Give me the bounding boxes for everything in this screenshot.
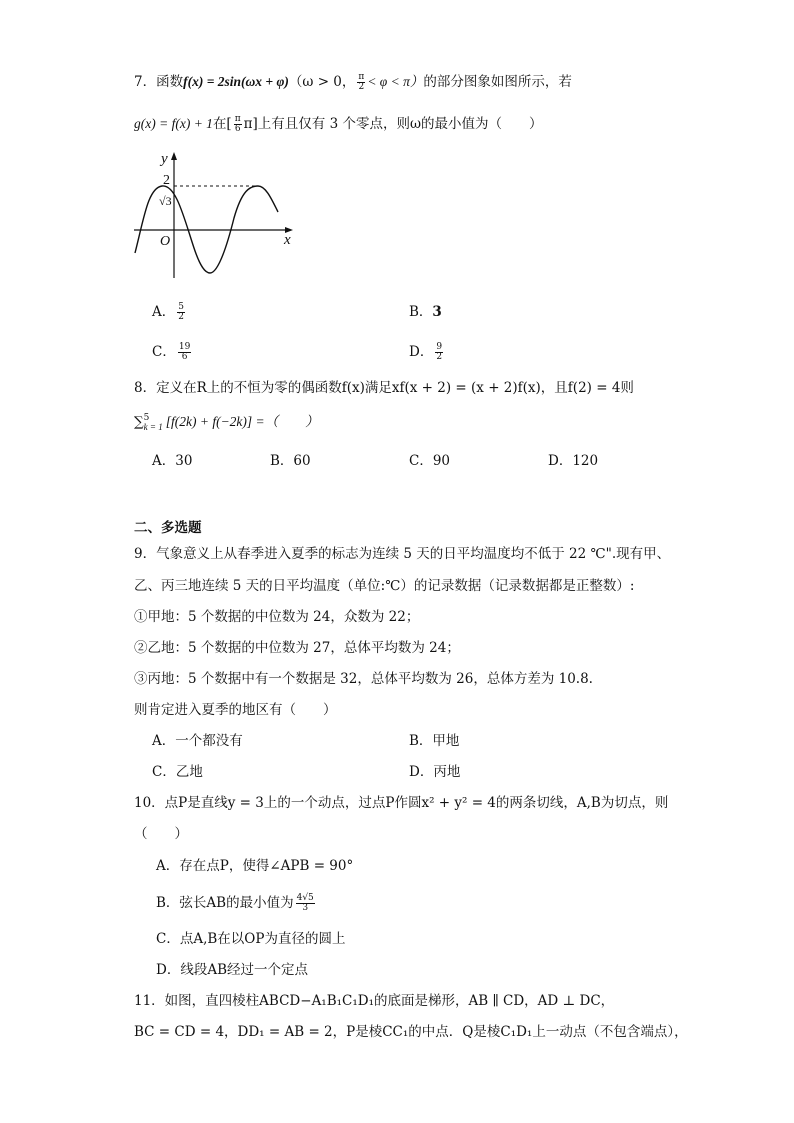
q9-item1: ①甲地：5 个数据的中位数为 24，众数为 22； [134,609,420,625]
q7-line2: g(x) = f(x) + 1在[ $\frac{\pi}{6}$ π]上有且仅有 3 个零点，则ω的最小值为（ ） [134,114,543,134]
q7-option-a[interactable]: A． $\frac{5}{2}$ [152,302,184,322]
q7-interval-fraction: $\frac{\pi}{6}$ [234,114,241,134]
q8-option-a[interactable]: A．30 [152,453,193,469]
q10-line2: （ ） [134,826,188,842]
q11-line2: BC = CD = 4，DD₁ = AB = 2，P是棱CC₁的中点．Q是棱C₁D₁上一动点（不包含端点）， [134,1024,688,1040]
q10-option-b[interactable]: B．弦长AB的最小值为 $\frac{4√5}{3}$ [156,893,314,913]
q9-option-b[interactable]: B．甲地 [409,733,460,749]
q9-question: 则肯定进入夏季的地区有（ ） [134,702,337,718]
q7-option-c[interactable]: C． $\frac{19}{6}$ [152,342,191,362]
section-title-multiple-choice: 二、多选题 [134,520,202,536]
q9-option-d[interactable]: D．丙地 [409,764,461,780]
q11-line1: 11．如图，直四棱柱ABCD−A₁B₁C₁D₁的底面是梯形，AB ∥ CD，AD ⊥ DC， [134,993,615,1009]
q7-sine-graph [130,148,300,283]
q8-option-b[interactable]: B．60 [270,453,311,469]
graph-y-arrow [171,152,177,160]
q9-option-c[interactable]: C．乙地 [152,764,203,780]
graph-sqrt3-label: √3 [159,194,172,208]
q7-line1: 7．函数f(x) = 2sin(ωx + φ)（ω > 0， $\frac{\pi}{2}$ < φ < π）的部分图象如图所示，若 [134,72,572,92]
q10-option-a[interactable]: A．存在点P，使得∠APB = 90° [156,858,354,874]
q7-number: 7． [134,74,157,90]
q9-item3: ③丙地：5 个数据中有一个数据是 32，总体平均数为 26，总体方差为 10.8. [134,671,593,687]
q9-line1: 9．气象意义上从春季进入夏季的标志为连续 5 天的日平均温度均不低于 22 ℃".现有甲、 [134,546,671,562]
q7-phi-lower-fraction: $\frac{\pi}{2}$ [358,72,365,92]
q8-line2: ∑ 5 k = 1 [f(2k) + f(−2k)] =（ ） [134,412,319,432]
q9-line2: 乙、丙三地连续 5 天的日平均温度（单位:℃）的记录数据（记录数据都是正整数）: [134,578,635,594]
q10-option-c[interactable]: C．点A,B在以OP为直径的圆上 [156,931,346,947]
graph-peak-label: 2 [163,173,170,188]
q9-option-a[interactable]: A．一个都没有 [152,733,243,749]
q7-function: f(x) = 2sin(ωx + φ) [183,74,289,89]
graph-origin-label: O [160,234,171,249]
q7-option-b[interactable]: B．3 [409,304,442,320]
graph-x-label: x [284,232,291,248]
q7-g-definition: g(x) = f(x) + 1 [134,116,213,131]
q8-option-d[interactable]: D．120 [548,453,599,469]
q9-item2: ②乙地：5 个数据的中位数为 27，总体平均数为 24； [134,640,460,656]
q7-option-d[interactable]: D． $\frac{9}{2}$ [409,342,443,362]
q10-line1: 10．点P是直线y = 3上的一个动点，过点P作圆x² + y² = 4的两条切线，A,B为切点，则 [134,795,669,811]
q10-option-d[interactable]: D．线段AB经过一个定点 [156,962,308,978]
q8-option-c[interactable]: C．90 [409,453,451,469]
sum-symbol: ∑ [134,414,144,430]
graph-y-label: y [161,151,168,167]
q8-line1: 8．定义在R上的不恒为零的偶函数f(x)满足xf(x + 2) = (x + 2)f(x)，且f(2) = 4则 [134,380,634,396]
